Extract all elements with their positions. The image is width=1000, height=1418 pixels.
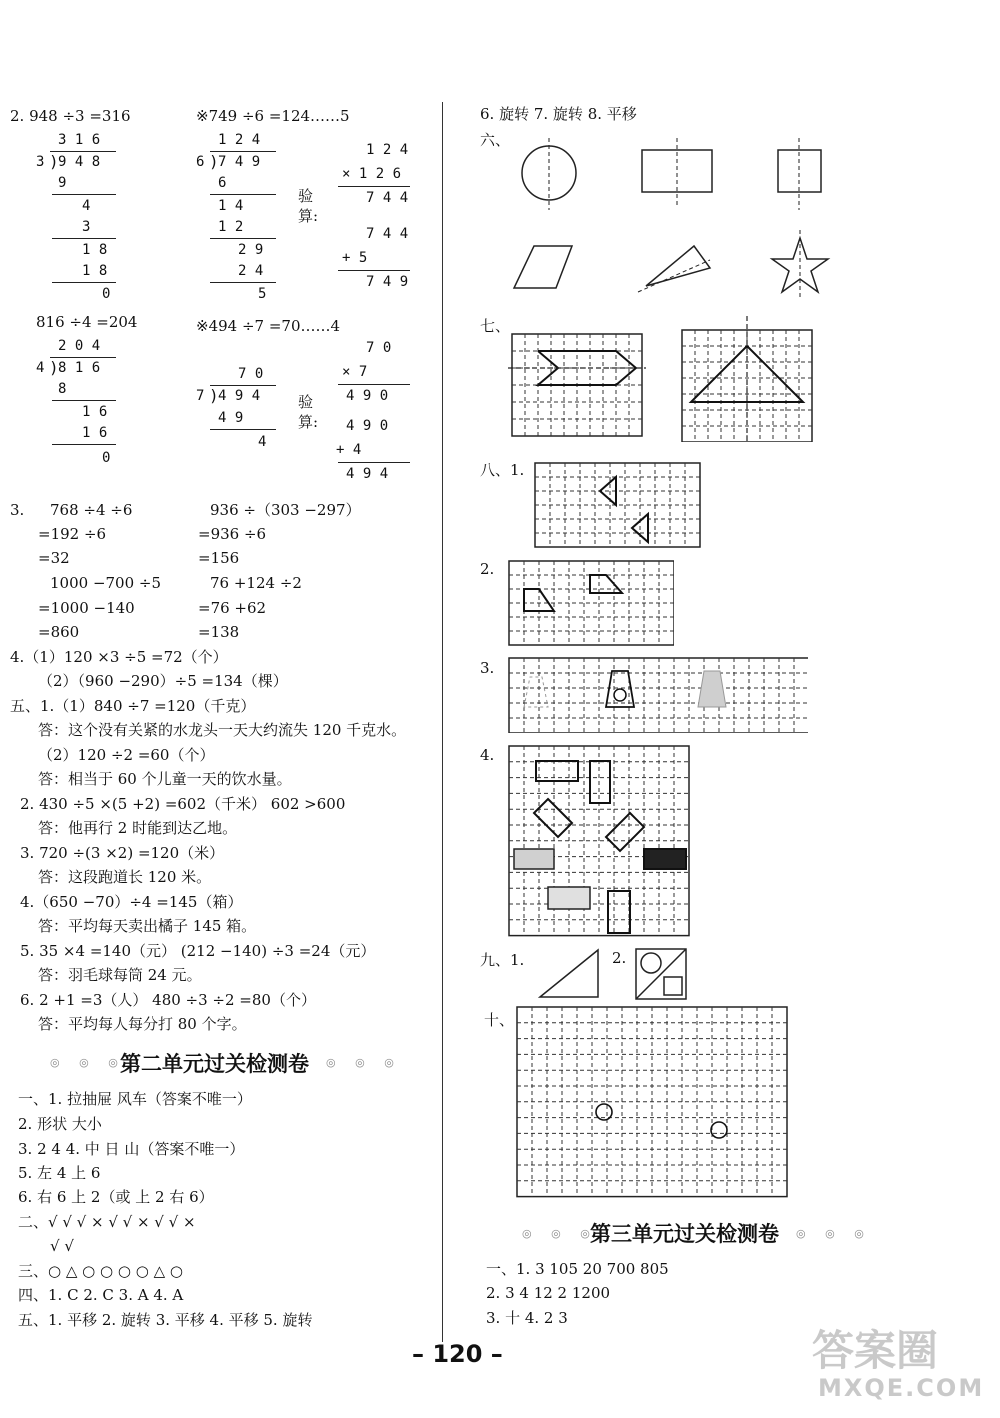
decor-dots: ◎ ◎ ◎ (50, 1056, 126, 1069)
q8-2-grid (508, 560, 674, 646)
q8-3-grid (508, 657, 808, 733)
q8-1-grid (534, 462, 702, 548)
column-divider (442, 102, 443, 1342)
unit2-title: 第二单元过关检测卷 (120, 1052, 309, 1076)
watermark-url: MXQE.COM (818, 1374, 985, 1402)
q7-grids (508, 316, 814, 442)
q9-2-figure (634, 947, 688, 1001)
triangle-figure (646, 246, 710, 286)
q2a-quotient: 3 1 6 (58, 132, 101, 148)
q9-1-triangle (538, 948, 602, 1000)
check-label: 验 算: (298, 187, 319, 225)
page-number: – 120 – (412, 1340, 503, 1368)
q10-grid (516, 1006, 788, 1200)
symmetry-figures (500, 138, 840, 298)
parallelogram-figure (514, 246, 572, 288)
q2a-divisor: 3 (36, 154, 45, 170)
unit3-title: 第三单元过关检测卷 (590, 1222, 779, 1246)
q2a-dividend: 9 4 8 (58, 154, 101, 170)
q2c-title: 816 ÷4 =204 (36, 313, 138, 331)
q2a-title: 2. 948 ÷3 =316 (10, 107, 131, 125)
watermark-logo: 答案圈 (812, 1326, 939, 1375)
q8-4-grid (508, 745, 692, 937)
square-figure (778, 150, 821, 192)
q2d-title: ※494 ÷7 =70……4 (196, 317, 341, 335)
q2b-title: ※749 ÷6 =124……5 (196, 107, 350, 125)
decor-dots: ◎ ◎ ◎ (326, 1056, 402, 1069)
rectangle-figure (642, 150, 712, 192)
